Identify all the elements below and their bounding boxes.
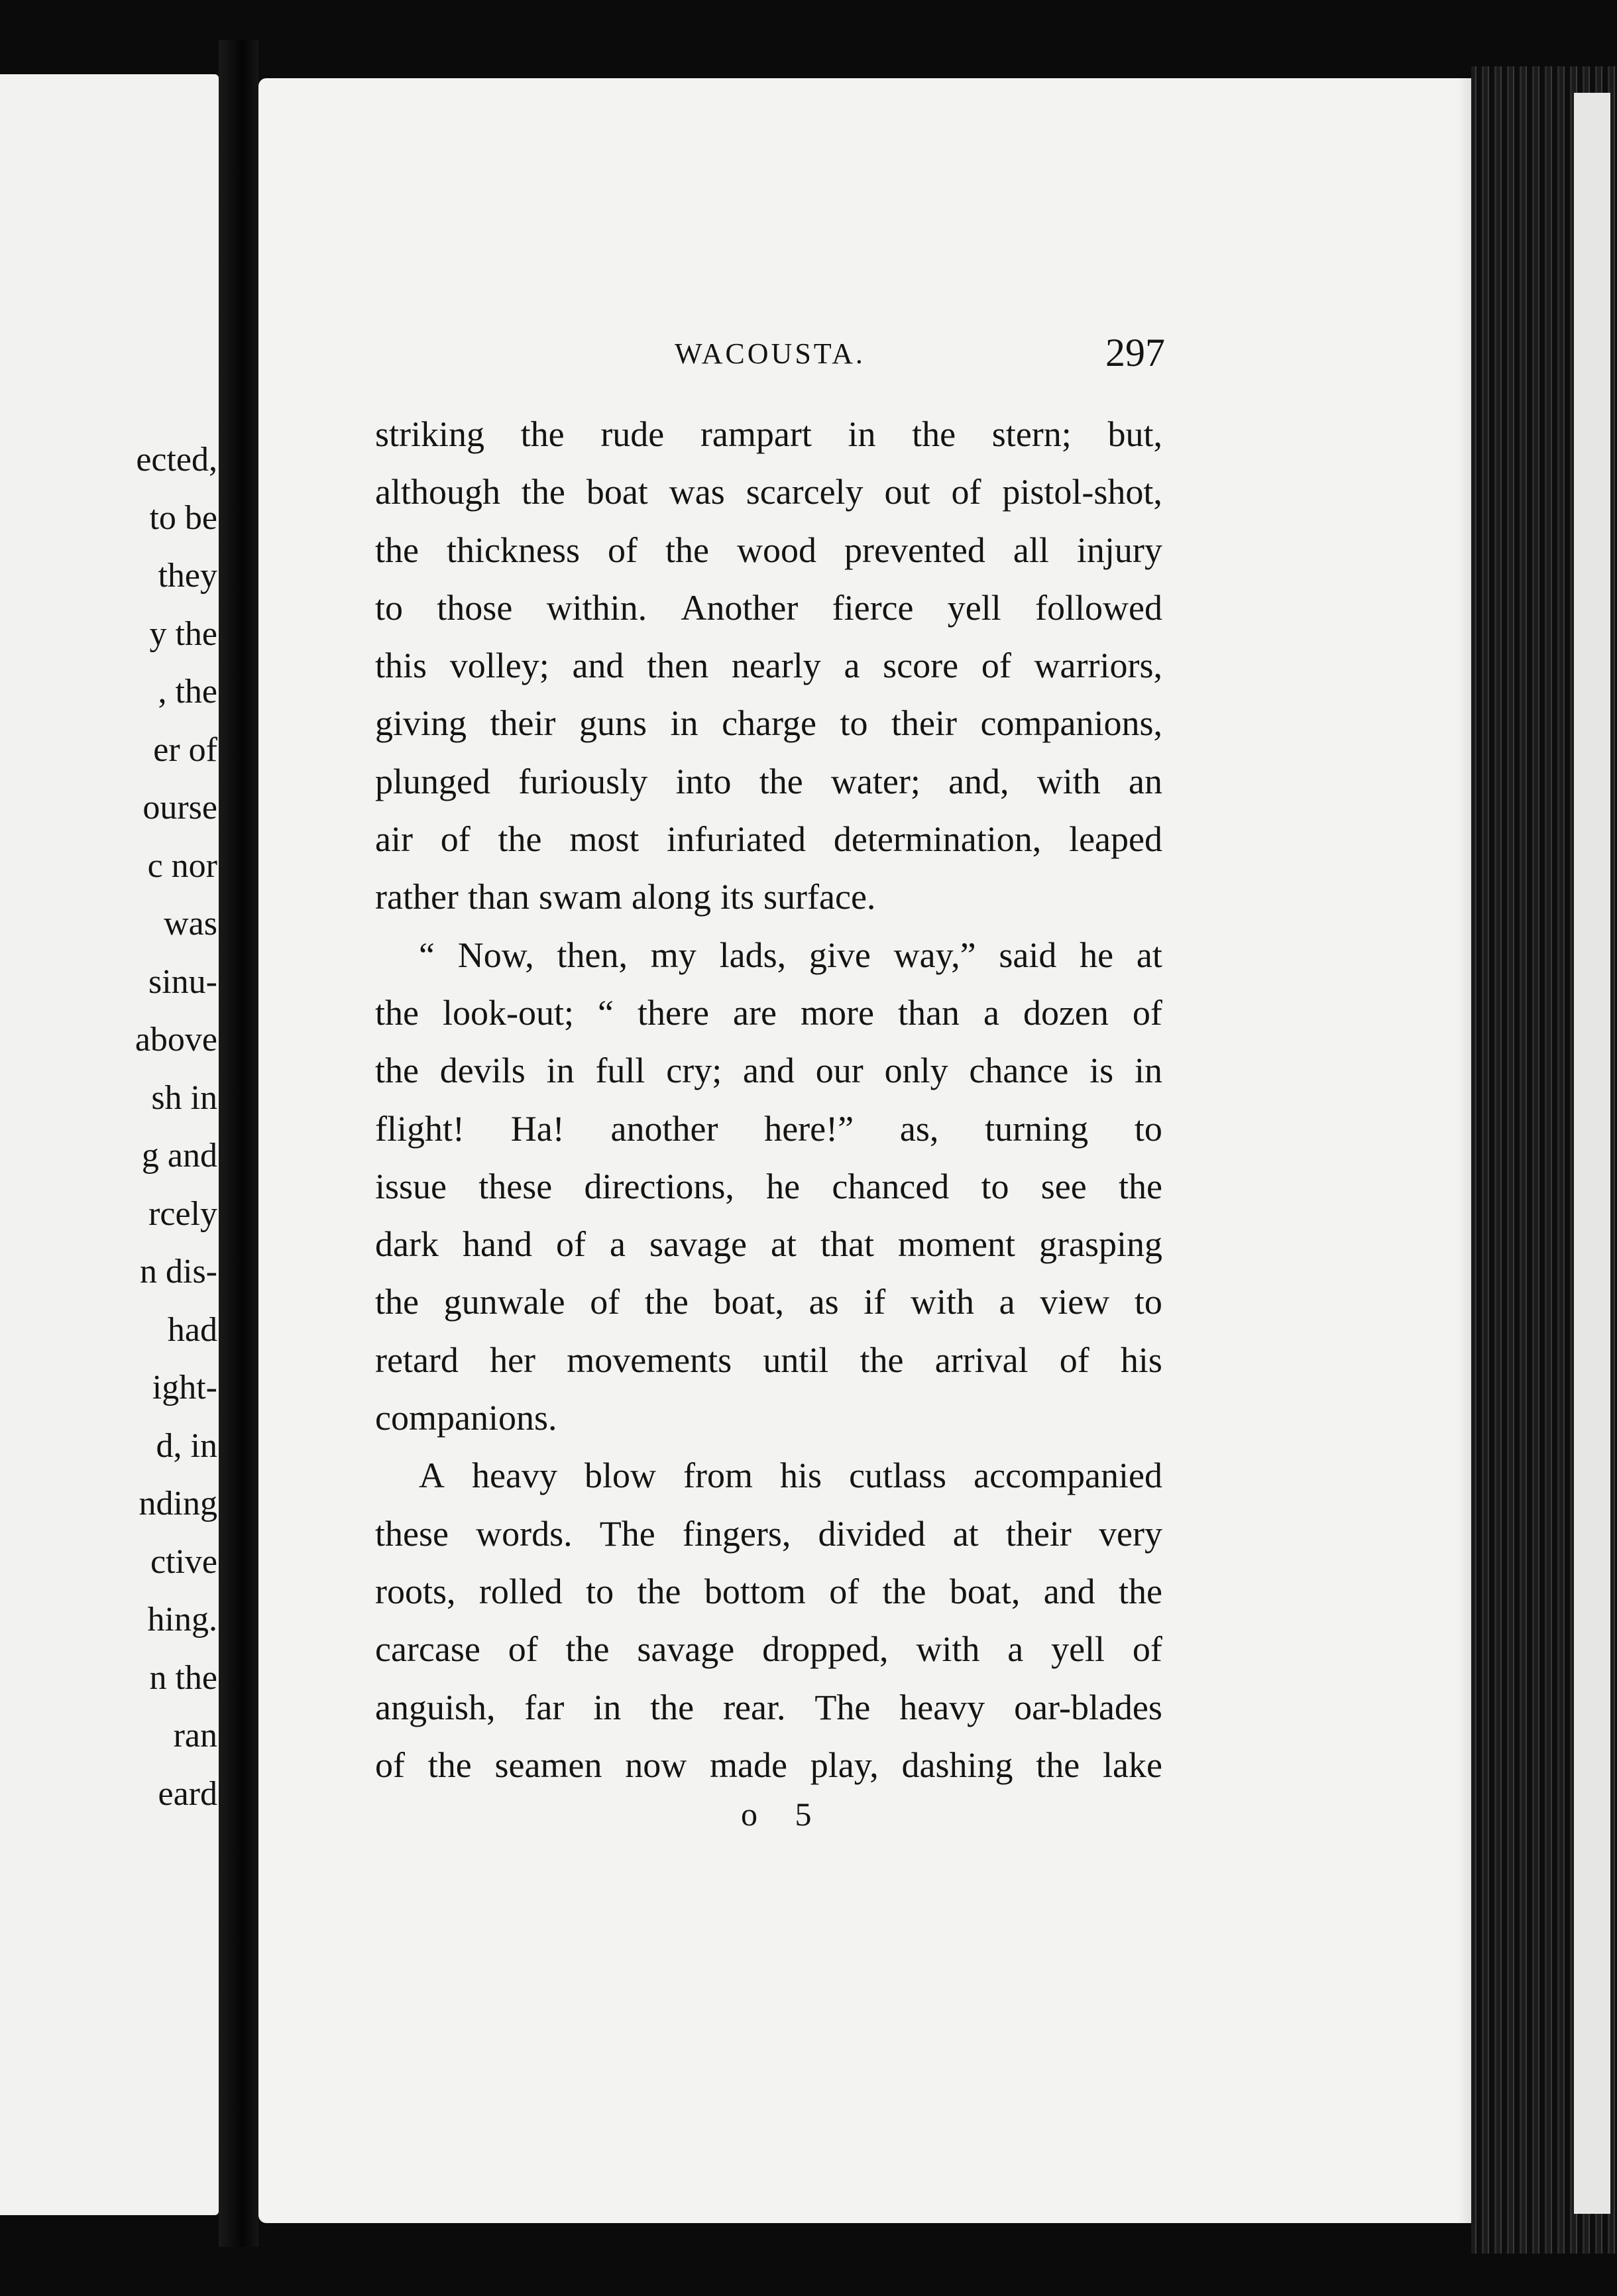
previous-page-line: , the [158, 673, 217, 711]
text-line: the gunwale of the boat, as if with a view to [375, 1282, 1162, 1322]
previous-page-text [0, 431, 219, 1823]
previous-page-line: ran [173, 1717, 217, 1754]
previous-page-line: ight- [152, 1369, 217, 1406]
text-line: although the boat was scarcely out of pistol-shot, [375, 472, 1162, 512]
text-line: these words. The fingers, divided at their very [375, 1513, 1162, 1554]
text-line: striking the rude rampart in the stern; but, [375, 414, 1162, 454]
previous-page-line: hing. [147, 1601, 217, 1638]
previous-page-line: nding [139, 1485, 217, 1522]
previous-page-line: to be [149, 498, 217, 537]
back-cover-edge [1574, 93, 1610, 2214]
body-text [375, 406, 1162, 1794]
previous-page-line: ctive [150, 1542, 217, 1581]
book-gutter [219, 40, 258, 2247]
previous-page-line: d, in [156, 1426, 217, 1465]
previous-page-line: n dis- [140, 1253, 217, 1291]
text-line: the thickness of the wood prevented all injury [375, 530, 1162, 570]
text-line: rather than swam along its surface. [375, 877, 876, 917]
previous-page-line: had [167, 1310, 217, 1349]
text-line: air of the most infuriated determination, leaped [375, 819, 1162, 860]
previous-page-line: they [158, 557, 217, 595]
previous-page-line: g and [141, 1137, 217, 1175]
text-line: this volley; and then nearly a score of warriors, [375, 646, 1162, 686]
text-line: flight! Ha! another here!” as, turning to [375, 1108, 1162, 1149]
previous-page-line: was [164, 905, 217, 943]
book-fore-edges [1471, 66, 1617, 2254]
text-line: companions. [375, 1398, 557, 1438]
signature-mark: o 5 [741, 1796, 826, 1833]
page-number: 297 [1105, 331, 1165, 374]
text-line: dark hand of a savage at that moment grasping [375, 1224, 1162, 1265]
text-line: anguish, far in the rear. The heavy oar-blades [375, 1687, 1162, 1727]
text-line: “ Now, then, my lads, give way,” said he at [419, 935, 1162, 975]
running-head [675, 330, 1165, 390]
text-line: to those within. Another fierce yell followed [375, 587, 1162, 628]
previous-page-line: er of [153, 730, 217, 769]
text-line: the look-out; “ there are more than a dozen of [375, 992, 1162, 1033]
previous-page-line: above [135, 1021, 217, 1059]
text-line: of the seamen now made play, dashing the lake [375, 1745, 1162, 1785]
text-line: giving their guns in charge to their companions, [375, 703, 1162, 744]
previous-page-line: c nor [147, 846, 217, 885]
text-line: plunged furiously into the water; and, with an [375, 761, 1162, 801]
previous-page-line: y the [149, 614, 217, 653]
text-line: issue these directions, he chanced to see the [375, 1166, 1162, 1206]
previous-page-line: n the [149, 1658, 217, 1697]
previous-page-line: sh in [151, 1078, 217, 1117]
previous-page-line: eard [158, 1774, 217, 1813]
previous-page-line: rcely [148, 1194, 217, 1233]
running-title: WACOUSTA. [675, 337, 865, 370]
previous-page-line: ourse [142, 789, 217, 827]
text-line: carcase of the savage dropped, with a yell of [375, 1629, 1162, 1670]
text-line: the devils in full cry; and our only chance is in [375, 1051, 1162, 1091]
text-line: A heavy blow from his cutlass accompanied [419, 1456, 1162, 1496]
text-line: roots, rolled to the bottom of the boat, and the [375, 1571, 1162, 1611]
previous-page-line: ected, [136, 441, 217, 479]
previous-page-line: sinu- [148, 962, 217, 1001]
previous-page [0, 74, 219, 2215]
text-line: retard her movements until the arrival of his [375, 1340, 1162, 1380]
